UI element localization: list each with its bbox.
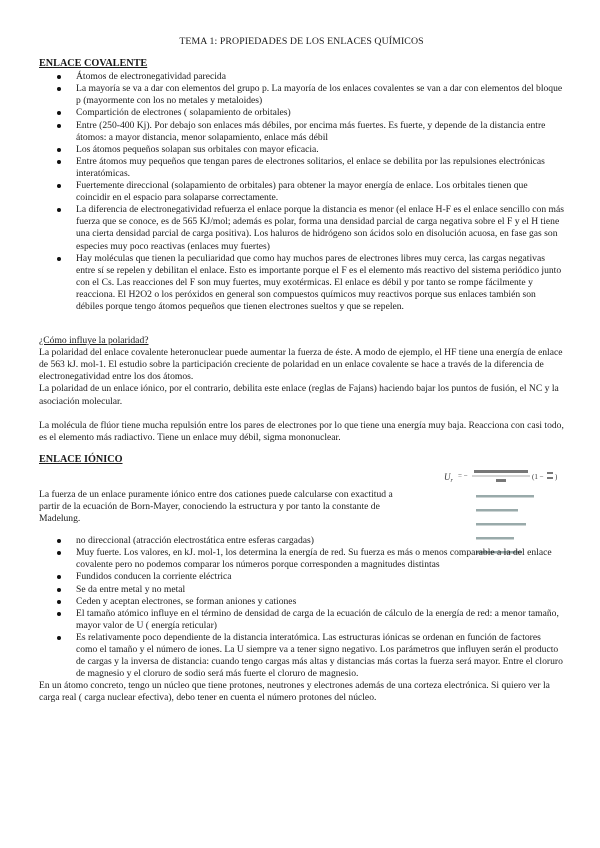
list-item: no direccional (atracción electrostática entre esferas cargadas) [76,535,564,547]
svg-text:(1 −: (1 − [532,472,544,481]
list-item: El tamaño atómico influye en el término de densidad de carga de la ecuación de cálculo de la energía de red: a menor tamaño, mayor valor de U ( energía reticular) [76,608,564,632]
list-item: Compartición de electrones ( solapamiento de orbitales) [76,107,564,119]
svg-text:Ur: $U_r$ [444,471,453,484]
list-item: Átomos de electronegatividad parecida [76,71,564,83]
list-item: La mayoría se va a dar con elementos del grupo p. La mayoría de los enlaces covalentes se van a dar con elementos del bloque p (mayormente con los no metales y metaloides) [76,83,563,107]
list-item: Los átomos pequeños solapan sus orbitales con mayor eficacia. [76,144,564,156]
list-item: Ceden y aceptan electrones, se forman aniones y cationes [76,596,564,608]
svg-text:= −: = − [458,471,468,480]
covalent-list [39,71,564,313]
paragraph: La polaridad de un enlace iónico, por el contrario, debilita este enlace (reglas de Fajans) haciendo bajar los puntos de fusión, el NC y la asociación molecular. [39,383,559,407]
page-title: TEMA 1: PROPIEDADES DE LOS ENLACES QUÍMICOS [179,36,424,47]
list-item: Se da entre metal y no metal [76,584,564,596]
section-heading-ionic: ENLACE IÓNICO [39,453,123,465]
document-page [39,36,564,705]
paragraph: En un átomo concreto, tengo un núcleo que tiene protones, neutrones y electrones además de una corteza electrónica. Si quiero ver la carga real ( carga nuclear efectiva), debo tener en cuenta el número protones del núcleo. [39,680,550,704]
list-item: La diferencia de electronegatividad refuerza el enlace porque la distancia es menor (el enlace H-F es el enlace sencillo con más fuerza que se conoce, es de 565 KJ/mol; además es polar, forma una densidad parcial de carga negativa sobre el F y el H tiene una cierta densidad parcial de carga positiva). Los haluros de hidrógeno son ácidos solo en disolución acuosa, en fase gas son especies muy poco reactivas (enlaces muy fuertes) [76,204,564,252]
list-item: Fuertemente direccional (solapamiento de orbitales) para obtener la mayor energía de enlace. Los orbitales tienen que coincidir en el espacio para solaparse correctamente. [76,180,564,204]
list-item: Entre (250-400 Kj). Por debajo son enlaces más débiles, por encima más fuertes. Es fuerte, y depende de la distancia entre átomos: a mayor distancia, menor solapamiento, enlace más débil [76,120,564,144]
list-item: Fundidos conducen la corriente eléctrica [76,571,564,583]
paragraph: La polaridad del enlace covalente heteronuclear puede aumentar la fuerza de éste. A modo de ejemplo, el HF tiene una energía de enlace de 563 kJ. mol-1. El estudio sobre la participación creciente de polaridad en un enlace covalente se hace a través de la diferencia de electronegatividad entre los dos átomos. [39,347,563,383]
paragraph: La fuerza de un enlace puramente iónico entre dos cationes puede calcularse con exactitud a partir de la ecuación de Born-Mayer, conociendo la estructura y por tanto la constante de Madelung. [39,488,393,525]
paragraph: La molécula de flúor tiene mucha repulsión entre los pares de electrones por lo que tiene una energía muy baja. Reacciona con casi todo, es el elemento más radiactivo. Tiene un enlace muy débil, sigma mononuclear. [39,419,564,443]
list-item: Muy fuerte. Los valores, en kJ. mol-1, los determina la energía de red. Su fuerza es más o menos comparable a la del enlace covalente pero no podemos comparar los números porque corresponden a magnitudes distintas [76,547,564,571]
list-item: Hay moléculas que tienen la peculiaridad que como hay muchos pares de electrones libres muy cerca, las cargas negativas entre sí se repelen y debilitan el enlace. Esto es importante porque el F es el elemento más reactivo del sistema periódico junto con el Cs. Las reacciones del F son muy fuertes, muy exotérmicas. El enlace es débil y por tanto se rompe fácilmente y reacciona. El H2O2 o los peróxidos en general son compuestos químicos muy reactivos porque sus enlaces también son débiles porque tengo átomos pequeños que tienen electrones sueltos y que se repelen. [76,253,564,313]
list-item: Entre átomos muy pequeños que tengan pares de electrones solitarios, el enlace se debilita por las repulsiones electrónicas interatómicas. [76,156,564,180]
svg-text:): ) [555,472,558,481]
ionic-section [39,454,564,705]
polarity-question: ¿Cómo influye la polaridad? [39,335,149,347]
list-item: Es relativamente poco dependiente de la distancia interatómica. Las estructuras iónicas se ordenan en función de factores como el tamaño y el número de iones. La U siempre va a tener signo negativo. Los parámetros que influyen serán el producto de cargas y la inversa de distancia: cuando tengo cargas más altas y distancias más cortas la fuerza será mayor. Entre el cloruro de magnesio y el cloruro de sodio será más fuerte el cloruro de magnesio. [76,631,563,680]
ionic-list [39,535,564,680]
section-heading-covalent: ENLACE COVALENTE [39,58,148,70]
